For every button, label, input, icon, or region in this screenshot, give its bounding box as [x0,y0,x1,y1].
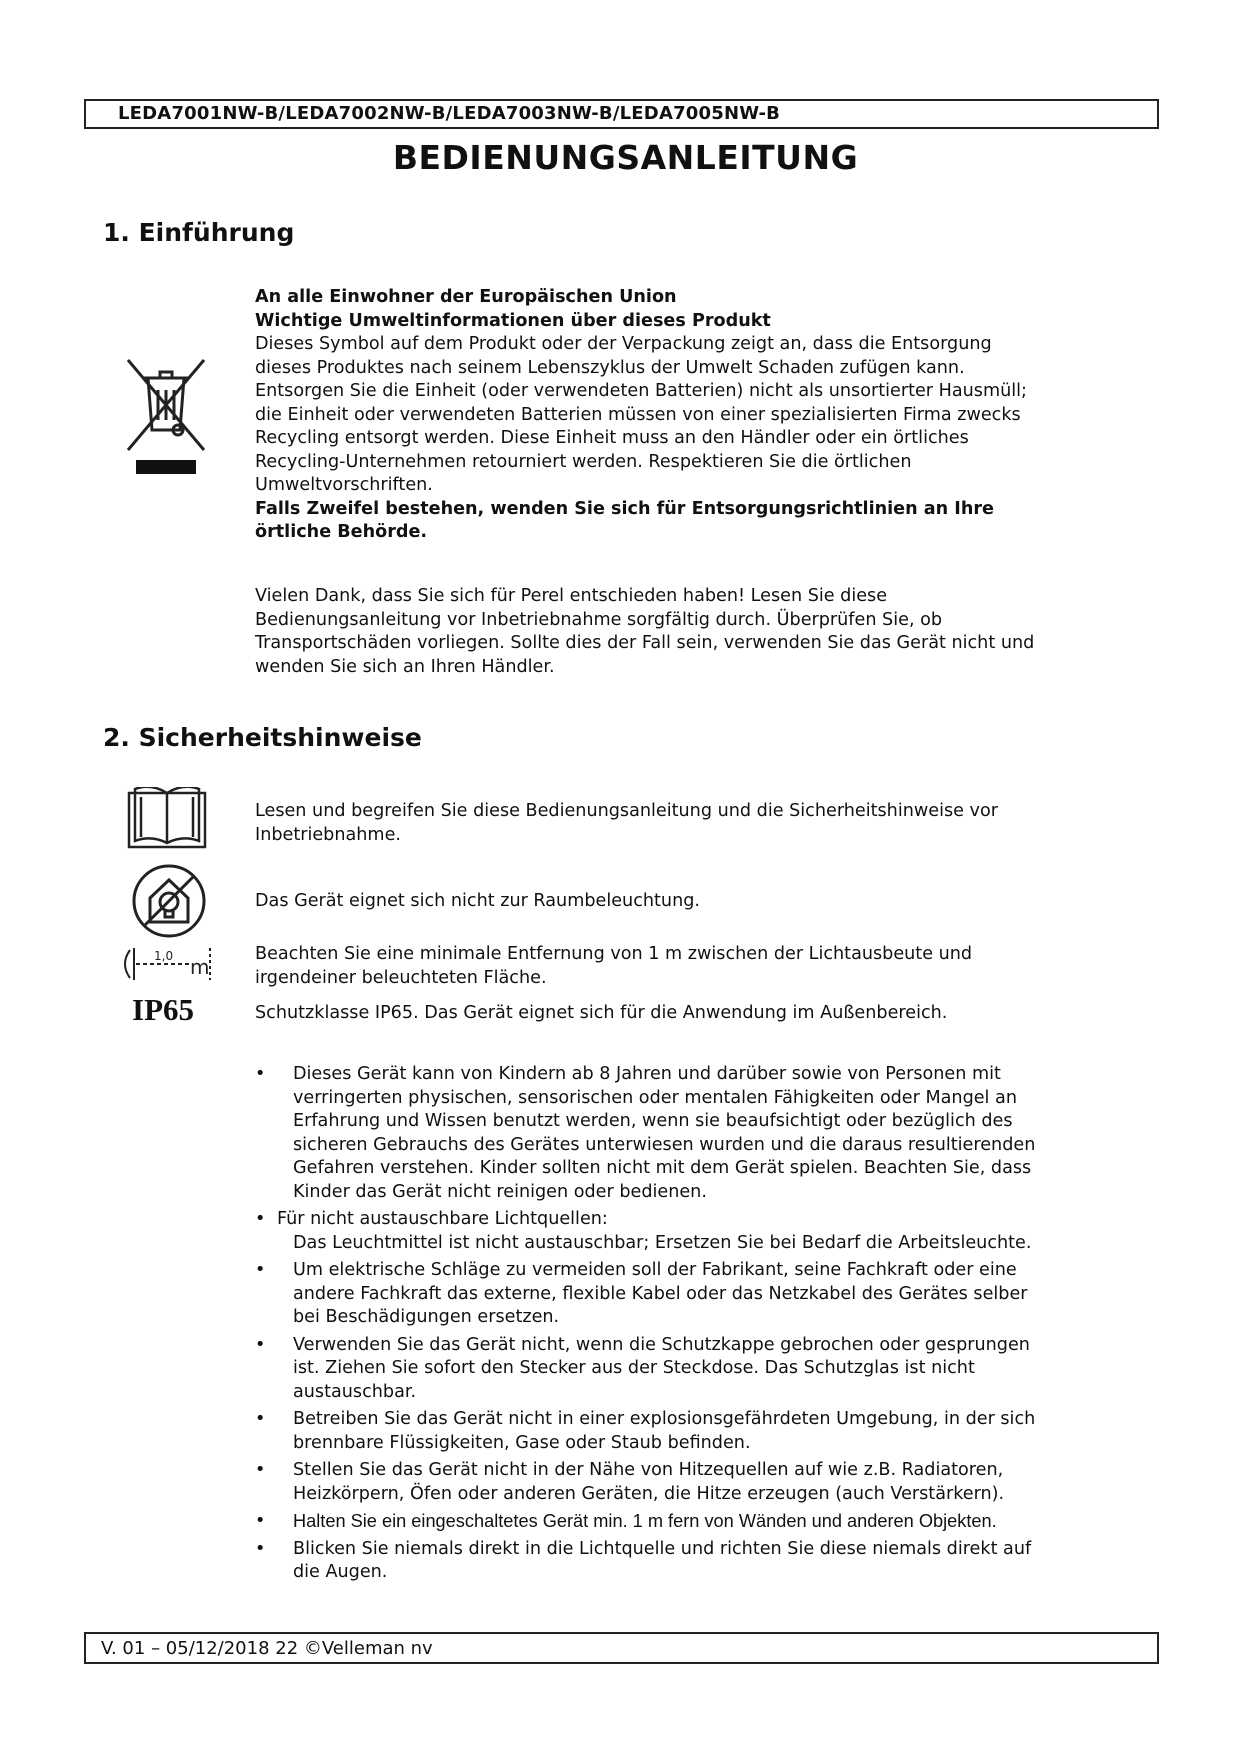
bullet-line: verringerten physischen, sensorischen oder mentalen Fähigkeiten oder Mangel an [293,1087,1017,1108]
list-item [255,1538,1145,1585]
thanks-line: Transportschäden vorliegen. Sollte dies der Fall sein, verwenden Sie das Gerät nicht und [255,633,1035,653]
body-line: Recycling entsorgt werden. Diese Einheit muss an den Händler oder ein örtliches [255,428,969,448]
thanks-line: Vielen Dank, dass Sie sich für Perel entschieden haben! Lesen Sie diese [255,586,888,606]
bullet-marker: • [255,1511,266,1531]
bullet-marker: • [255,1460,266,1480]
list-item [255,1259,1145,1330]
thanks-line: wenden Sie sich an Ihren Händler. [255,656,555,677]
body-line: Recycling-Unternehmen retourniert werden. Respektieren Sie die örtlichen [255,451,912,472]
bullet-line: Betreiben Sie das Gerät nicht in einer explosionsgefährdeten Umgebung, in der sich [293,1409,1036,1429]
bullet-line: Verwenden Sie das Gerät nicht, wenn die Schutzkappe gebrochen oder gesprungen [293,1334,1030,1355]
section-heading-introduction: 1. Einführung [103,218,295,247]
bullet-marker: • [255,1538,266,1559]
bullet-line: andere Fachkraft das externe, flexible Kabel oder das Netzkabel des Gerätes selber [293,1283,1028,1304]
bullet-marker: • [255,1260,266,1280]
body-line: Umweltvorschriften. [255,475,433,495]
bullet-line: bei Beschädigungen ersetzen. [293,1307,560,1327]
bullet-line: brennbare Flüssigkeiten, Gase oder Staub befinden. [293,1432,751,1453]
list-item [255,1510,1145,1534]
bullet-line: Dieses Gerät kann von Kindern ab 8 Jahren und darüber sowie von Personen mit [293,1064,1001,1084]
bullet-line: die Augen. [293,1562,388,1582]
list-item [255,1334,1145,1405]
page-title [0,138,1241,177]
bullet-marker: • [255,1334,266,1355]
min-distance-icon [118,944,218,984]
bullet-line: Das Leuchtmittel ist nicht austauschbar; Ersetzen Sie bei Bedarf die Arbeitsleuchte. [293,1232,1032,1253]
bullet-line: sicheren Gebrauchs des Gerätes unterwiesen wurden und die daraus resultierenden [293,1134,1036,1155]
bullet-line: Erfahrung und Wissen benutzt werden, wenn sie beaufsichtigt oder bezüglich des [293,1111,1013,1131]
body-line: die Einheit oder verwendeten Batterien müssen von einer spezialisierten Firma zwecks [255,404,1021,425]
list-item [255,1208,1145,1255]
bullet-line: Heizkörpern, Öfen oder anderen Geräten, die Hitze erzeugen (auch Verstärkern). [293,1483,1005,1504]
distance-icon-unit: m [190,955,210,979]
eu-residents-line: An alle Einwohner der Europäischen Union [255,287,677,307]
bullet-line: austauschbar. [293,1381,417,1402]
environment-info-line: Wichtige Umweltinformationen über dieses Produkt [255,310,771,331]
bullet-marker: • [255,1209,266,1229]
authority-note-line: Falls Zweifel bestehen, wenden Sie sich für Entsorgungsrichtlinien an Ihre [255,498,994,519]
ip65-text: Schutzklasse IP65. Das Gerät eignet sich für die Anwendung im Außenbereich. [255,1003,948,1023]
safety-bullet-list [255,1063,1145,1589]
no-room-lighting-text: Das Gerät eignet sich nicht zur Raumbeleuchtung. [255,891,700,911]
footer-version: V. 01 – 05/12/2018 22 ©Velleman nv [101,1638,433,1659]
body-line: dieses Produktes nach seinem Lebenszyklus der Umwelt Schaden zufügen kann. [255,357,965,378]
min-distance-line: irgendeiner beleuchteten Fläche. [255,967,547,988]
bullet-line: Für nicht austauschbare Lichtquellen: [277,1209,608,1229]
bullet-marker: • [255,1409,266,1429]
read-manual-text [255,800,1135,847]
bullet-line: Halten Sie ein eingeschaltetes Gerät min. 1 m fern von Wänden und anderen Objekten. [293,1511,997,1531]
manual-book-icon [126,787,208,851]
distance-icon-label: 1,0 [154,949,174,963]
bullet-line: Um elektrische Schläge zu vermeiden soll der Fabrikant, seine Fachkraft oder eine [293,1260,1017,1280]
bullet-line: Kinder das Gerät nicht reinigen oder bedienen. [293,1181,707,1202]
bullet-marker: • [255,1064,266,1084]
read-manual-line: Inbetriebnahme. [255,824,401,845]
body-line: Entsorgen Sie die Einheit (oder verwendeten Batterien) nicht als unsortierter Hausmüll; [255,381,1027,401]
body-line: Dieses Symbol auf dem Produkt oder der Verpackung zeigt an, dass die Entsorgung [255,334,992,354]
min-distance-line: Beachten Sie eine minimale Entfernung von 1 m zwischen der Lichtausbeute und [255,944,973,964]
weee-bin-icon [126,358,206,478]
min-distance-text [255,943,1135,990]
bullet-line: Blicken Sie niemals direkt in die Lichtquelle und richten Sie diese niemals direkt auf [293,1538,1032,1559]
bullet-line: Gefahren verstehen. Kinder sollten nicht mit dem Gerät spielen. Beachten Sie, dass [293,1158,1032,1178]
bullet-line: Stellen Sie das Gerät nicht in der Nähe von Hitzequellen auf wie z.B. Radiatoren, [293,1460,1004,1480]
page-title-text: BEDIENUNGSANLEITUNG [392,138,859,177]
read-manual-line: Lesen und begreifen Sie diese Bedienungsanleitung und die Sicherheitshinweise vor [255,801,998,821]
thanks-line: Bedienungsanleitung vor Inbetriebnahme sorgfältig durch. Überprüfen Sie, ob [255,609,943,630]
section-heading-safety: 2. Sicherheitshinweise [103,723,422,752]
model-header: LEDA7001NW-B/LEDA7002NW-B/LEDA7003NW-B/LEDA7005NW-B [118,103,781,124]
list-item [255,1408,1145,1455]
authority-note-line: örtliche Behörde. [255,522,428,542]
list-item [255,1063,1145,1204]
thanks-paragraph [255,585,1135,679]
no-room-lighting-icon [130,862,208,940]
ip65-label: IP65 [132,992,194,1027]
introduction-block [255,286,1135,545]
bullet-line: ist. Ziehen Sie sofort den Stecker aus der Steckdose. Das Schutzglas ist nicht [293,1358,975,1378]
list-item [255,1459,1145,1506]
